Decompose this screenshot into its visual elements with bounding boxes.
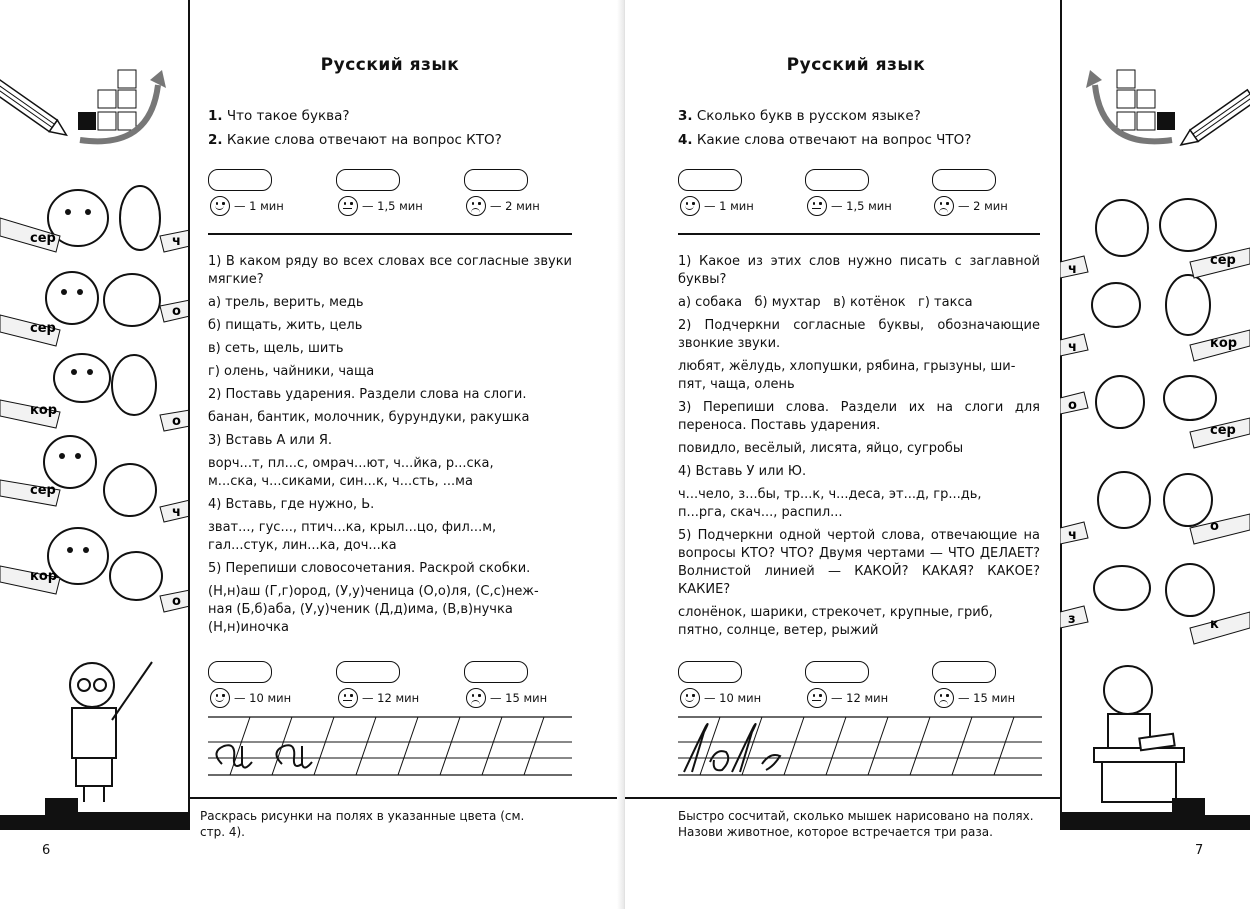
margin-label: ч	[1068, 262, 1077, 277]
time-sad: — 15 мин	[934, 688, 1015, 708]
neutral-face-icon	[338, 688, 358, 708]
teacher-boy-illustration	[70, 662, 152, 802]
time-neutral: — 12 мин	[807, 688, 888, 708]
margin-label: ч	[1068, 340, 1077, 355]
sad-face-icon	[934, 196, 954, 216]
question-4: 4. Какие слова отвечают на вопрос ЧТО?	[678, 132, 972, 148]
happy-face-icon	[680, 196, 700, 216]
margin-label: сер	[30, 483, 56, 498]
copybook-lines	[200, 712, 575, 787]
task-list: 1) Какое из этих слов нужно писать с заглавной буквы? а) собака б) мухтар в) котёнок г) такса 2) Подчеркни согласные буквы, обозначающие звонкие звуки. любят, жёлудь, хлопушки, рябина, грызуны, ши- пят, чаща, олень 3) Перепиши слова. Раздели их на слоги для переноса. Поставь ударения. повидло, весёлый, лисята, яйцо, сугробы 4) Вставь У или Ю. ч...чело, з...бы, тр...к, ч...деса, эт...д, гр...дь, п...рга, скач..., распил... 5) Подчеркни одной чертой слова, отвечающие на вопросы КТО? ЧТО? Двумя чертами — ЧТО ДЕЛАЕТ? Волнистой линией — КАКОЙ? КАКАЯ? КАКОЕ? КАКИЕ? слонёнок, шарики, стрекочет, крупные, гриб, пятно, солнце, ветер, рыжий	[678, 254, 1040, 638]
margin-label: о	[1210, 519, 1219, 534]
neutral-face-icon	[807, 196, 827, 216]
margin-label: о	[172, 414, 181, 429]
score-box[interactable]	[336, 169, 400, 191]
time-happy: — 10 мин	[680, 688, 761, 708]
color-label-pencils	[1060, 248, 1250, 644]
time-happy: — 10 мин	[210, 688, 291, 708]
score-box[interactable]	[208, 169, 272, 191]
neutral-face-icon	[807, 688, 827, 708]
margin-label: з	[1068, 612, 1076, 627]
margin-label: ч	[172, 234, 181, 249]
page-title: Русский язык	[786, 55, 926, 75]
margin-label: к	[1210, 617, 1219, 632]
right-page	[625, 0, 1250, 909]
time-sad: — 2 мин	[934, 196, 1008, 216]
score-box[interactable]	[464, 661, 528, 683]
score-box[interactable]	[932, 661, 996, 683]
score-box[interactable]	[336, 661, 400, 683]
animal-drawings	[44, 186, 162, 600]
time-happy: — 1 мин	[680, 196, 754, 216]
bottom-note: Раскрась рисунки на полях в указанные цвета (см. стр. 4).	[200, 809, 525, 839]
girl-at-desk-illustration	[1094, 666, 1184, 802]
score-box[interactable]	[464, 169, 528, 191]
time-neutral: — 12 мин	[338, 688, 419, 708]
question-2: 2. Какие слова отвечают на вопрос КТО?	[208, 132, 502, 148]
stair-decoration	[0, 798, 190, 830]
score-box[interactable]	[805, 169, 869, 191]
page-number: 6	[42, 843, 51, 858]
cursive-sample	[684, 724, 780, 772]
margin-label: о	[1068, 398, 1077, 413]
bottom-note: Быстро сосчитай, сколько мышек нарисовано на полях. Назови животное, которое встречается три раза.	[678, 809, 1034, 839]
margin-label: кор	[1210, 336, 1238, 351]
task-list: 1) В каком ряду во всех словах все согласные звуки мягкие? а) трель, верить, медь б) пищать, жить, цель в) сеть, щель, шить г) олень, чайники, чаща 2) Поставь ударения. Раздели слова на слоги. банан, бантик, молочник, бурундуки, ракушка 3) Вставь А или Я. ворч...т, пл...с, омрач...ют, ч...йка, р...ска, м...ска, ч...сиками, син...к, ч...сть, ...ма 4) Вставь, где нужно, Ь. зват..., гус..., птич...ка, крыл...цо, фил...м, гал...стук, лин...ка, доч...ка 5) Перепиши словосочетания. Раскрой скобки. (Н,н)аш (Г,г)ород, (У,у)ченица (О,о)ля, (С,с)неж- ная (Б,б)аба, (У,у)ченик (Д,д)има, (В,в)нучка (Н,н)иночка	[208, 254, 572, 635]
score-box[interactable]	[678, 661, 742, 683]
left-margin-illustrations	[0, 0, 190, 909]
sad-face-icon	[934, 688, 954, 708]
neutral-face-icon	[338, 196, 358, 216]
time-sad: — 15 мин	[466, 688, 547, 708]
margin-label: кор	[30, 403, 58, 418]
score-box[interactable]	[932, 169, 996, 191]
happy-face-icon	[210, 196, 230, 216]
margin-label: о	[172, 594, 181, 609]
pencil-icon	[0, 80, 70, 141]
right-margin-illustrations	[1060, 0, 1250, 909]
margin-label: сер	[1210, 423, 1236, 438]
score-box[interactable]	[208, 661, 272, 683]
question-3: 3. Сколько букв в русском языке?	[678, 108, 921, 124]
cursive-sample	[216, 745, 252, 767]
score-box[interactable]	[678, 169, 742, 191]
page-title: Русский язык	[320, 55, 460, 75]
happy-face-icon	[210, 688, 230, 708]
margin-label: кор	[30, 569, 58, 584]
margin-label: сер	[30, 231, 56, 246]
sad-face-icon	[466, 196, 486, 216]
time-neutral: — 1,5 мин	[338, 196, 423, 216]
blocks-logo-icon	[78, 70, 166, 141]
sad-face-icon	[466, 688, 486, 708]
margin-label: ч	[172, 505, 181, 520]
margin-label: сер	[1210, 253, 1236, 268]
cursive-sample	[276, 745, 312, 767]
time-sad: — 2 мин	[466, 196, 540, 216]
pencil-icon	[1177, 90, 1250, 151]
margin-label: ч	[1068, 528, 1077, 543]
margin-label: сер	[30, 321, 56, 336]
score-box[interactable]	[805, 661, 869, 683]
question-1: 1. Что такое буква?	[208, 108, 350, 124]
page-number: 7	[1195, 843, 1204, 858]
time-happy: — 1 мин	[210, 196, 284, 216]
blocks-logo-icon	[1086, 70, 1175, 141]
copybook-lines	[670, 712, 1045, 787]
happy-face-icon	[680, 688, 700, 708]
time-neutral: — 1,5 мин	[807, 196, 892, 216]
margin-label: о	[172, 304, 181, 319]
